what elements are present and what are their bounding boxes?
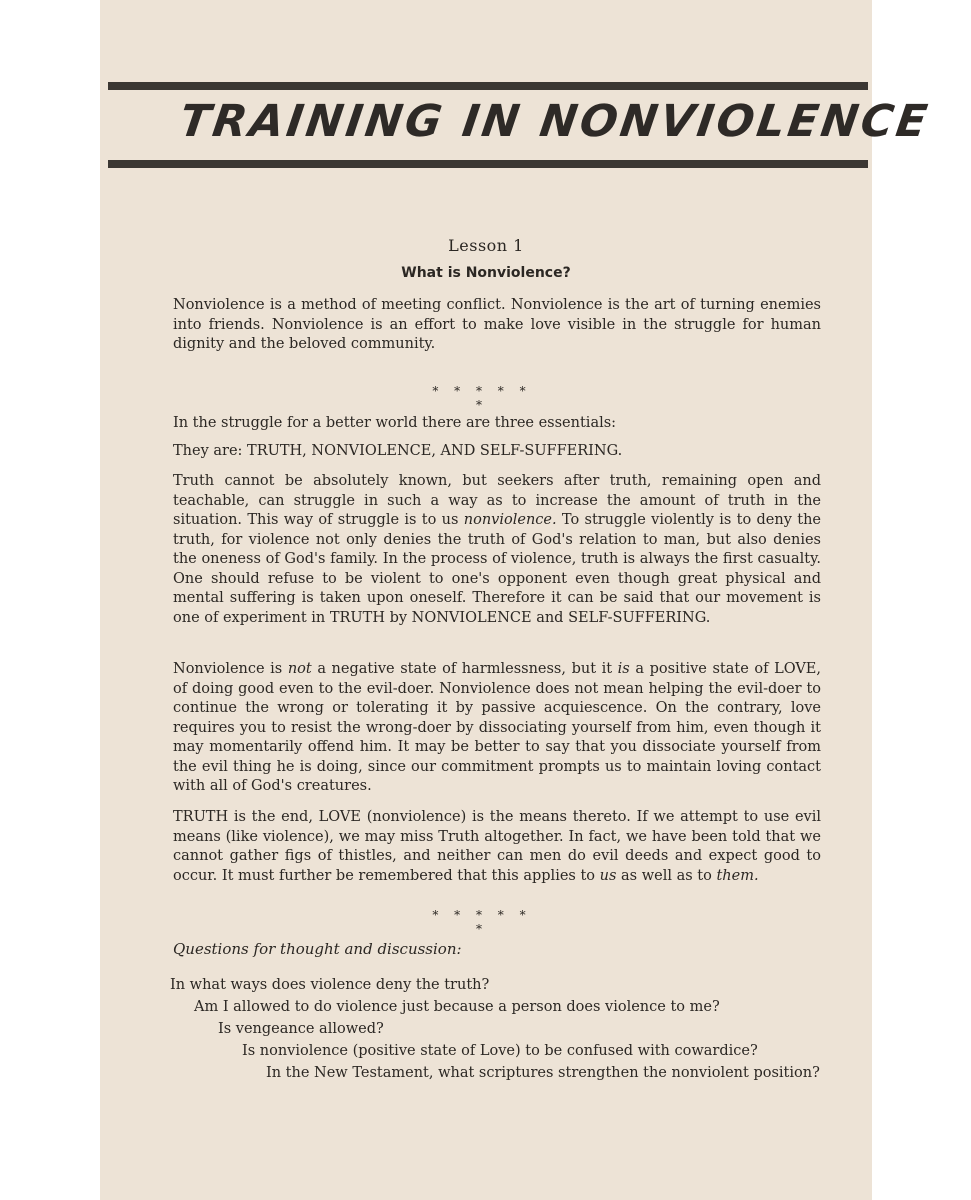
lesson-number: Lesson 1 [448,236,524,255]
questions-heading: Questions for thought and discussion: [173,940,462,958]
page-title: TRAINING IN NONVIOLENCE [176,96,934,147]
paragraph-definition: Nonviolence is a method of meeting conflict. Nonviolence is the art of turning enemies into friends. Nonviolence is an effort to make love visible in the struggle for human dignity and the beloved community. [173,297,821,352]
lesson-subtitle: What is Nonviolence? [401,265,571,281]
paragraph-ends-means: TRUTH is the end, LOVE (nonviolence) is the means thereto. If we attempt to use evil means (like violence), we may miss Truth altogether. In fact, we have been told that we cannot gather figs of thistles, and neither can men do evil deeds and expect good to occur. It must further be remembered that this applies to us as well as to them. [173,809,821,884]
paragraph-essentials-intro: In the struggle for a better world there are three essentials: [173,415,617,431]
banner-top-rule [108,82,868,90]
question-item: In what ways does violence deny the truth? [170,977,490,993]
question-item: Is vengeance allowed? [218,1021,384,1037]
question-item: In the New Testament, what scriptures strengthen the nonviolent position? [266,1065,820,1081]
paragraph-truth: Truth cannot be absolutely known, but seekers after truth, remaining open and teachable, can struggle in such a way as to increase the amount of truth in the situation. This way of struggle is to us nonviolence. To struggle violently is to deny the truth, for violence not only denies the truth of God's relation to man, but also denies the oneness of God's family. In the process of violence, truth is always the first casualty. One should refuse to be violent to one's opponent even though great physical and mental suffering is taken upon oneself. Therefore it can be said that our movement is one of experiment in TRUTH by NONVIOLENCE and SELF-SUFFERING. [173,473,821,626]
banner-bottom-rule [108,160,868,168]
question-item: Am I allowed to do violence just because a person does violence to me? [194,999,720,1015]
section-divider-2: * * * * * * [432,908,532,936]
paragraph-essentials-list: They are: TRUTH, NONVIOLENCE, AND SELF-SUFFERING. [173,443,623,459]
question-item: Is nonviolence (positive state of Love) to be confused with cowardice? [242,1043,758,1059]
paragraph-love: Nonviolence is not a negative state of harmlessness, but it is a positive state of LOVE, of doing good even to the evil-doer. Nonviolence does not mean helping the evil-doer to continue the wrong or tolerating it by passive acquiescence. On the contrary, love requires you to resist the wrong-doer by dissociating yourself from him, even though it may momentarily offend him. It may be better to say that you dissociate yourself from the evil thing he is doing, since our commitment prompts us to maintain loving contact with all of God's creatures. [173,661,821,794]
section-divider: * * * * * * [432,384,532,412]
document-page [100,0,934,1200]
